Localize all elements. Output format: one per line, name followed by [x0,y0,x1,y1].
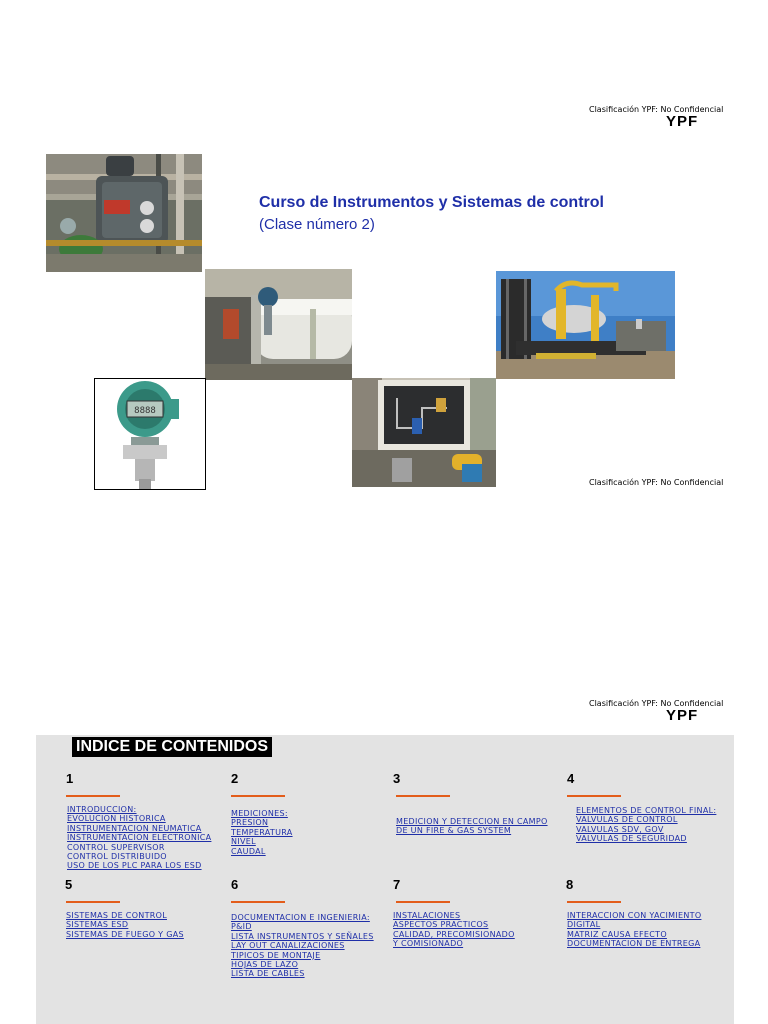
classification-label-2: Clasificación YPF: No Confidencial [589,478,724,487]
course-title: Curso de Instrumentos y Sistemas de control [259,194,604,211]
section-number-6: 6 [231,877,239,892]
toc-link[interactable]: DOCUMENTACION E INGENIERIA: [231,913,370,922]
toc-link[interactable]: SISTEMAS ESD [66,920,129,930]
contents-heading: INDICE DE CONTENIDOS [72,737,272,757]
toc-link[interactable]: USO DE LOS PLC PARA LOS ESD [67,861,202,871]
section-divider-3 [396,795,450,797]
toc-link[interactable]: MEDICION Y DETECCION EN CAMPO [396,817,548,826]
section-divider-4 [567,795,621,797]
toc-link[interactable]: VALVULAS DE SEGURIDAD [576,834,687,844]
photo-gas-skid [496,271,675,379]
toc-link[interactable]: P&ID [231,922,252,932]
classification-label: Clasificación YPF: No Confidencial [589,105,724,114]
section-number-4: 4 [567,771,575,786]
toc-link[interactable]: LISTA INSTRUMENTOS Y SEÑALES [231,931,374,941]
toc-link[interactable]: INTERACCION CON YACIMIENTO [567,911,702,920]
section-divider-7 [396,901,450,903]
toc-link[interactable]: INSTRUMENTACION ELECTRONICA [67,833,212,843]
contents-panel [36,735,734,1024]
toc-link[interactable]: INSTALACIONES [393,911,461,920]
toc-link[interactable]: TIPICOS DE MONTAJE [231,950,321,960]
toc-link[interactable]: INSTRUMENTACION NEUMATICA [67,823,202,833]
section-number-8: 8 [566,877,574,892]
toc-link[interactable]: LAY OUT CANALIZACIONES [231,941,345,951]
toc-link[interactable]: ASPECTOS PRACTICOS [393,920,489,930]
transmitter-lcd-value: 8888 [134,406,156,416]
section-number-3: 3 [393,771,401,786]
section-divider-8 [567,901,621,903]
section-divider-6 [231,901,285,903]
toc-link[interactable]: ELEMENTOS DE CONTROL FINAL: [576,806,717,815]
toc-link[interactable]: DIGITAL [567,920,601,930]
toc-item: CONTROL SUPERVISOR [67,842,165,852]
section-items-6 [231,913,374,979]
toc-link[interactable]: LISTA DE CABLES [231,969,305,979]
toc-link[interactable]: HOJAS DE LAZO [231,960,299,970]
toc-link[interactable]: VALVULAS DE CONTROL [576,815,678,825]
course-subtitle: (Clase número 2) [259,216,375,233]
photo-pipe-transmitter [205,269,352,380]
toc-link[interactable]: DOCUMENTACION DE ENTREGA [567,939,701,949]
toc-link[interactable]: SISTEMAS DE FUEGO Y GAS [66,929,184,939]
ypf-logo: YPF [666,113,699,130]
section-number-7: 7 [393,877,401,892]
photo-instrument-cabinet [352,378,496,487]
section-divider-2 [231,795,285,797]
toc-link[interactable]: VALVULAS SDV, GOV [576,824,664,834]
toc-link[interactable]: CAUDAL [231,846,266,856]
toc-item: CONTROL DISTRIBUIDO [67,852,167,862]
toc-link[interactable]: Y COMISIONADO [393,939,464,949]
section-items-5 [66,911,184,939]
section-divider-5 [66,901,120,903]
photo-valve-positioner [46,154,202,272]
toc-link[interactable]: MATRIZ CAUSA EFECTO [567,929,667,939]
section-items-4 [576,806,716,844]
section-number-2: 2 [231,771,239,786]
toc-link[interactable]: MEDICIONES: [231,809,288,818]
section-items-1 [67,805,211,871]
toc-link[interactable]: SISTEMAS DE CONTROL [66,911,167,920]
section-number-5: 5 [65,877,73,892]
section-items-3 [396,817,548,836]
section-number-1: 1 [66,771,74,786]
section-items-7 [393,911,515,949]
section-items-8 [567,911,701,949]
toc-link[interactable]: TEMPERATURA [231,827,293,837]
toc-link[interactable]: CALIDAD, PRECOMISIONADO [393,929,515,939]
classification-label-3: Clasificación YPF: No Confidencial [589,699,724,708]
section-items-2 [231,809,293,856]
toc-link[interactable]: NIVEL [231,837,256,847]
section-divider-1 [66,795,120,797]
toc-link[interactable]: DE UN FIRE & GAS SYSTEM [396,826,512,836]
toc-link[interactable]: PRESION [231,818,269,828]
ypf-logo-2: YPF [666,707,699,724]
photo-pressure-transmitter [94,378,206,490]
toc-link[interactable]: INTRODUCCION: [67,805,137,814]
toc-link[interactable]: EVOLUCION HISTORICA [67,814,166,824]
